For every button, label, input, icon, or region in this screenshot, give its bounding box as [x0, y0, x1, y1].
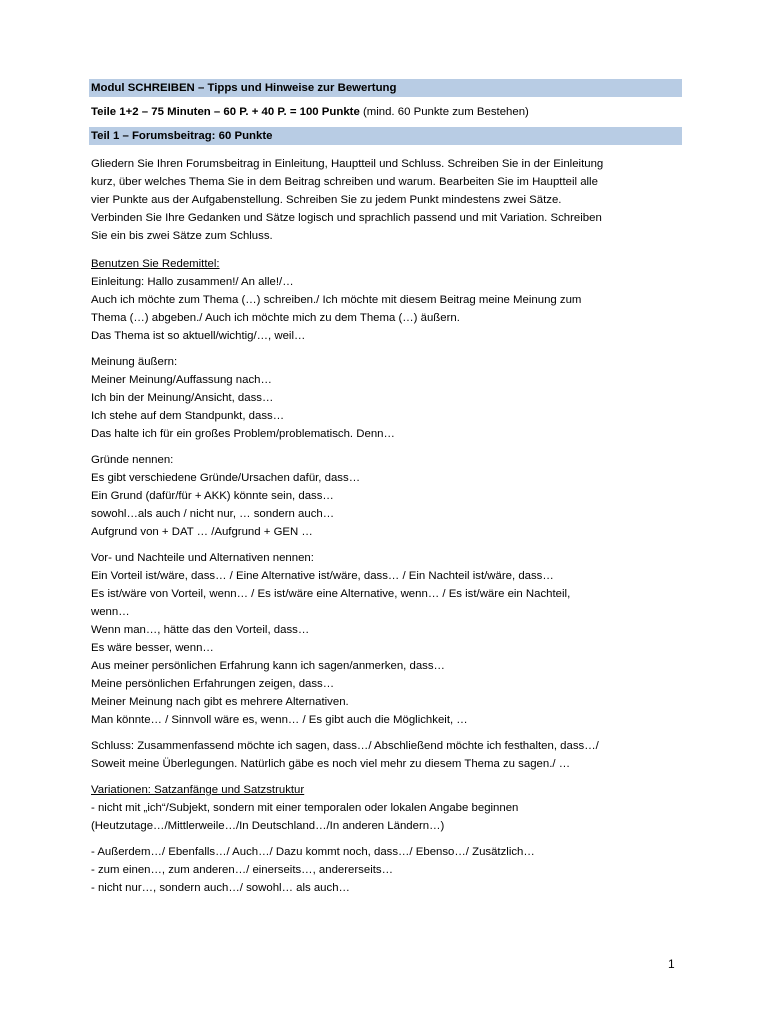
einleitung-line: [91, 273, 681, 291]
gruende-phrase: Aufgrund von + DAT … /Aufgrund + GEN …: [91, 526, 313, 538]
variationen-item: - nicht mit „ich“/Subjekt, sondern mit einer temporalen oder lokalen Angabe beginnen: [91, 802, 519, 814]
page-number: 1: [668, 957, 675, 971]
gruende-heading: Gründe nennen:: [91, 454, 174, 466]
gruende-phrase: sowohl…als auch / nicht nur, … sondern auch…: [91, 508, 335, 520]
meinung-phrase: Meiner Meinung/Auffassung nach…: [91, 374, 272, 386]
schluss-first: Zusammenfassend möchte ich sagen, dass…/ Abschließend möchte ich festhalten, dass…/: [134, 740, 599, 752]
redemittel-block: [91, 255, 681, 345]
meinung-phrase: Ich bin der Meinung/Ansicht, dass…: [91, 392, 274, 404]
einleitung-phrase: Thema (…) abgeben./ Auch ich möchte mich zu dem Thema (…) äußern.: [91, 312, 460, 324]
gruende-phrase: Es gibt verschiedene Gründe/Ursachen dafür, dass…: [91, 472, 361, 484]
vorteile-phrase: Wenn man…, hätte das den Vorteil, dass…: [91, 624, 310, 636]
schluss-second: Soweit meine Überlegungen. Natürlich gäbe es noch viel mehr zu diesem Thema zu sagen./ …: [91, 758, 571, 770]
einleitung-label: Einleitung:: [91, 276, 145, 288]
variationen-item: - zum einen…, zum anderen…/ einerseits…, andererseits…: [91, 864, 393, 876]
redemittel-heading: Benutzen Sie Redemittel:: [91, 258, 220, 270]
variationen-item: - nicht nur…, sondern auch…/ sowohl… als auch…: [91, 882, 350, 894]
einleitung-first: Hallo zusammen!/ An alle!/…: [144, 276, 294, 288]
vorteile-phrase: Meine persönlichen Erfahrungen zeigen, dass…: [91, 678, 335, 690]
einleitung-phrase: Das Thema ist so aktuell/wichtig/…, weil…: [91, 330, 306, 342]
intro-line: Verbinden Sie Ihre Gedanken und Sätze logisch und sprachlich passend und mit Variation. Schreiben: [91, 212, 602, 224]
meinung-phrase: Ich stehe auf dem Standpunkt, dass…: [91, 410, 285, 422]
gruende-block: [91, 451, 681, 541]
meinung-block: [91, 353, 681, 443]
schluss-block: [91, 737, 681, 773]
intro-paragraph: [91, 155, 681, 245]
points-summary: [91, 103, 681, 121]
vorteile-phrase: Meiner Meinung nach gibt es mehrere Alternativen.: [91, 696, 349, 708]
vorteile-phrase: Man könnte… / Sinnvoll wäre es, wenn… / Es gibt auch die Möglichkeit, …: [91, 714, 468, 726]
vorteile-phrase: Es ist/wäre von Vorteil, wenn… / Es ist/wäre eine Alternative, wenn… / Es ist/wäre ein Nachteil,: [91, 588, 571, 600]
vorteile-heading: Vor- und Nachteile und Alternativen nennen:: [91, 552, 314, 564]
meinung-phrase: Das halte ich für ein großes Problem/problematisch. Denn…: [91, 428, 395, 440]
points-summary-bold: Teile 1+2 – 75 Minuten – 60 P. + 40 P. = 100 Punkte: [91, 106, 360, 118]
variationen-item: - Außerdem…/ Ebenfalls…/ Auch…/ Dazu kommt noch, dass…/ Ebenso…/ Zusätzlich…: [91, 846, 535, 858]
intro-line: kurz, über welches Thema Sie in dem Beitrag schreiben und warum. Bearbeiten Sie im Hauptteil alle: [91, 176, 598, 188]
intro-line: Sie ein bis zwei Sätze zum Schluss.: [91, 230, 273, 242]
vorteile-phrase: Ein Vorteil ist/wäre, dass… / Eine Alternative ist/wäre, dass… / Ein Nachteil ist/wäre, dass…: [91, 570, 554, 582]
section-title-teil1: Teil 1 – Forumsbeitrag: 60 Punkte: [89, 127, 682, 145]
schluss-label: Schluss:: [91, 740, 135, 752]
intro-line: Gliedern Sie Ihren Forumsbeitrag in Einleitung, Hauptteil und Schluss. Schreiben Sie in der Einleitung: [91, 158, 604, 170]
meinung-heading: Meinung äußern:: [91, 356, 178, 368]
module-title: Modul SCHREIBEN – Tipps und Hinweise zur Bewertung: [89, 79, 682, 97]
points-summary-rest: (mind. 60 Punkte zum Bestehen): [359, 106, 529, 118]
document-content: [91, 79, 681, 897]
einleitung-phrase: Auch ich möchte zum Thema (…) schreiben./ Ich möchte mit diesem Beitrag meine Meinung zum: [91, 294, 582, 306]
vorteile-block: [91, 549, 681, 729]
variationen-heading: Variationen: Satzanfänge und Satzstruktur: [91, 784, 305, 796]
variationen-item: (Heutzutage…/Mittlerweile…/In Deutschland…/In anderen Ländern…): [91, 820, 445, 832]
intro-line: vier Punkte aus der Aufgabenstellung. Schreiben Sie zu jedem Punkt mindestens zwei Sätze.: [91, 194, 562, 206]
vorteile-phrase: Es wäre besser, wenn…: [91, 642, 214, 654]
vorteile-phrase: Aus meiner persönlichen Erfahrung kann ich sagen/anmerken, dass…: [91, 660, 445, 672]
schluss-line: [91, 737, 681, 755]
vorteile-phrase: wenn…: [91, 606, 130, 618]
gruende-phrase: Ein Grund (dafür/für + AKK) könnte sein, dass…: [91, 490, 334, 502]
variationen-block: [91, 781, 681, 897]
